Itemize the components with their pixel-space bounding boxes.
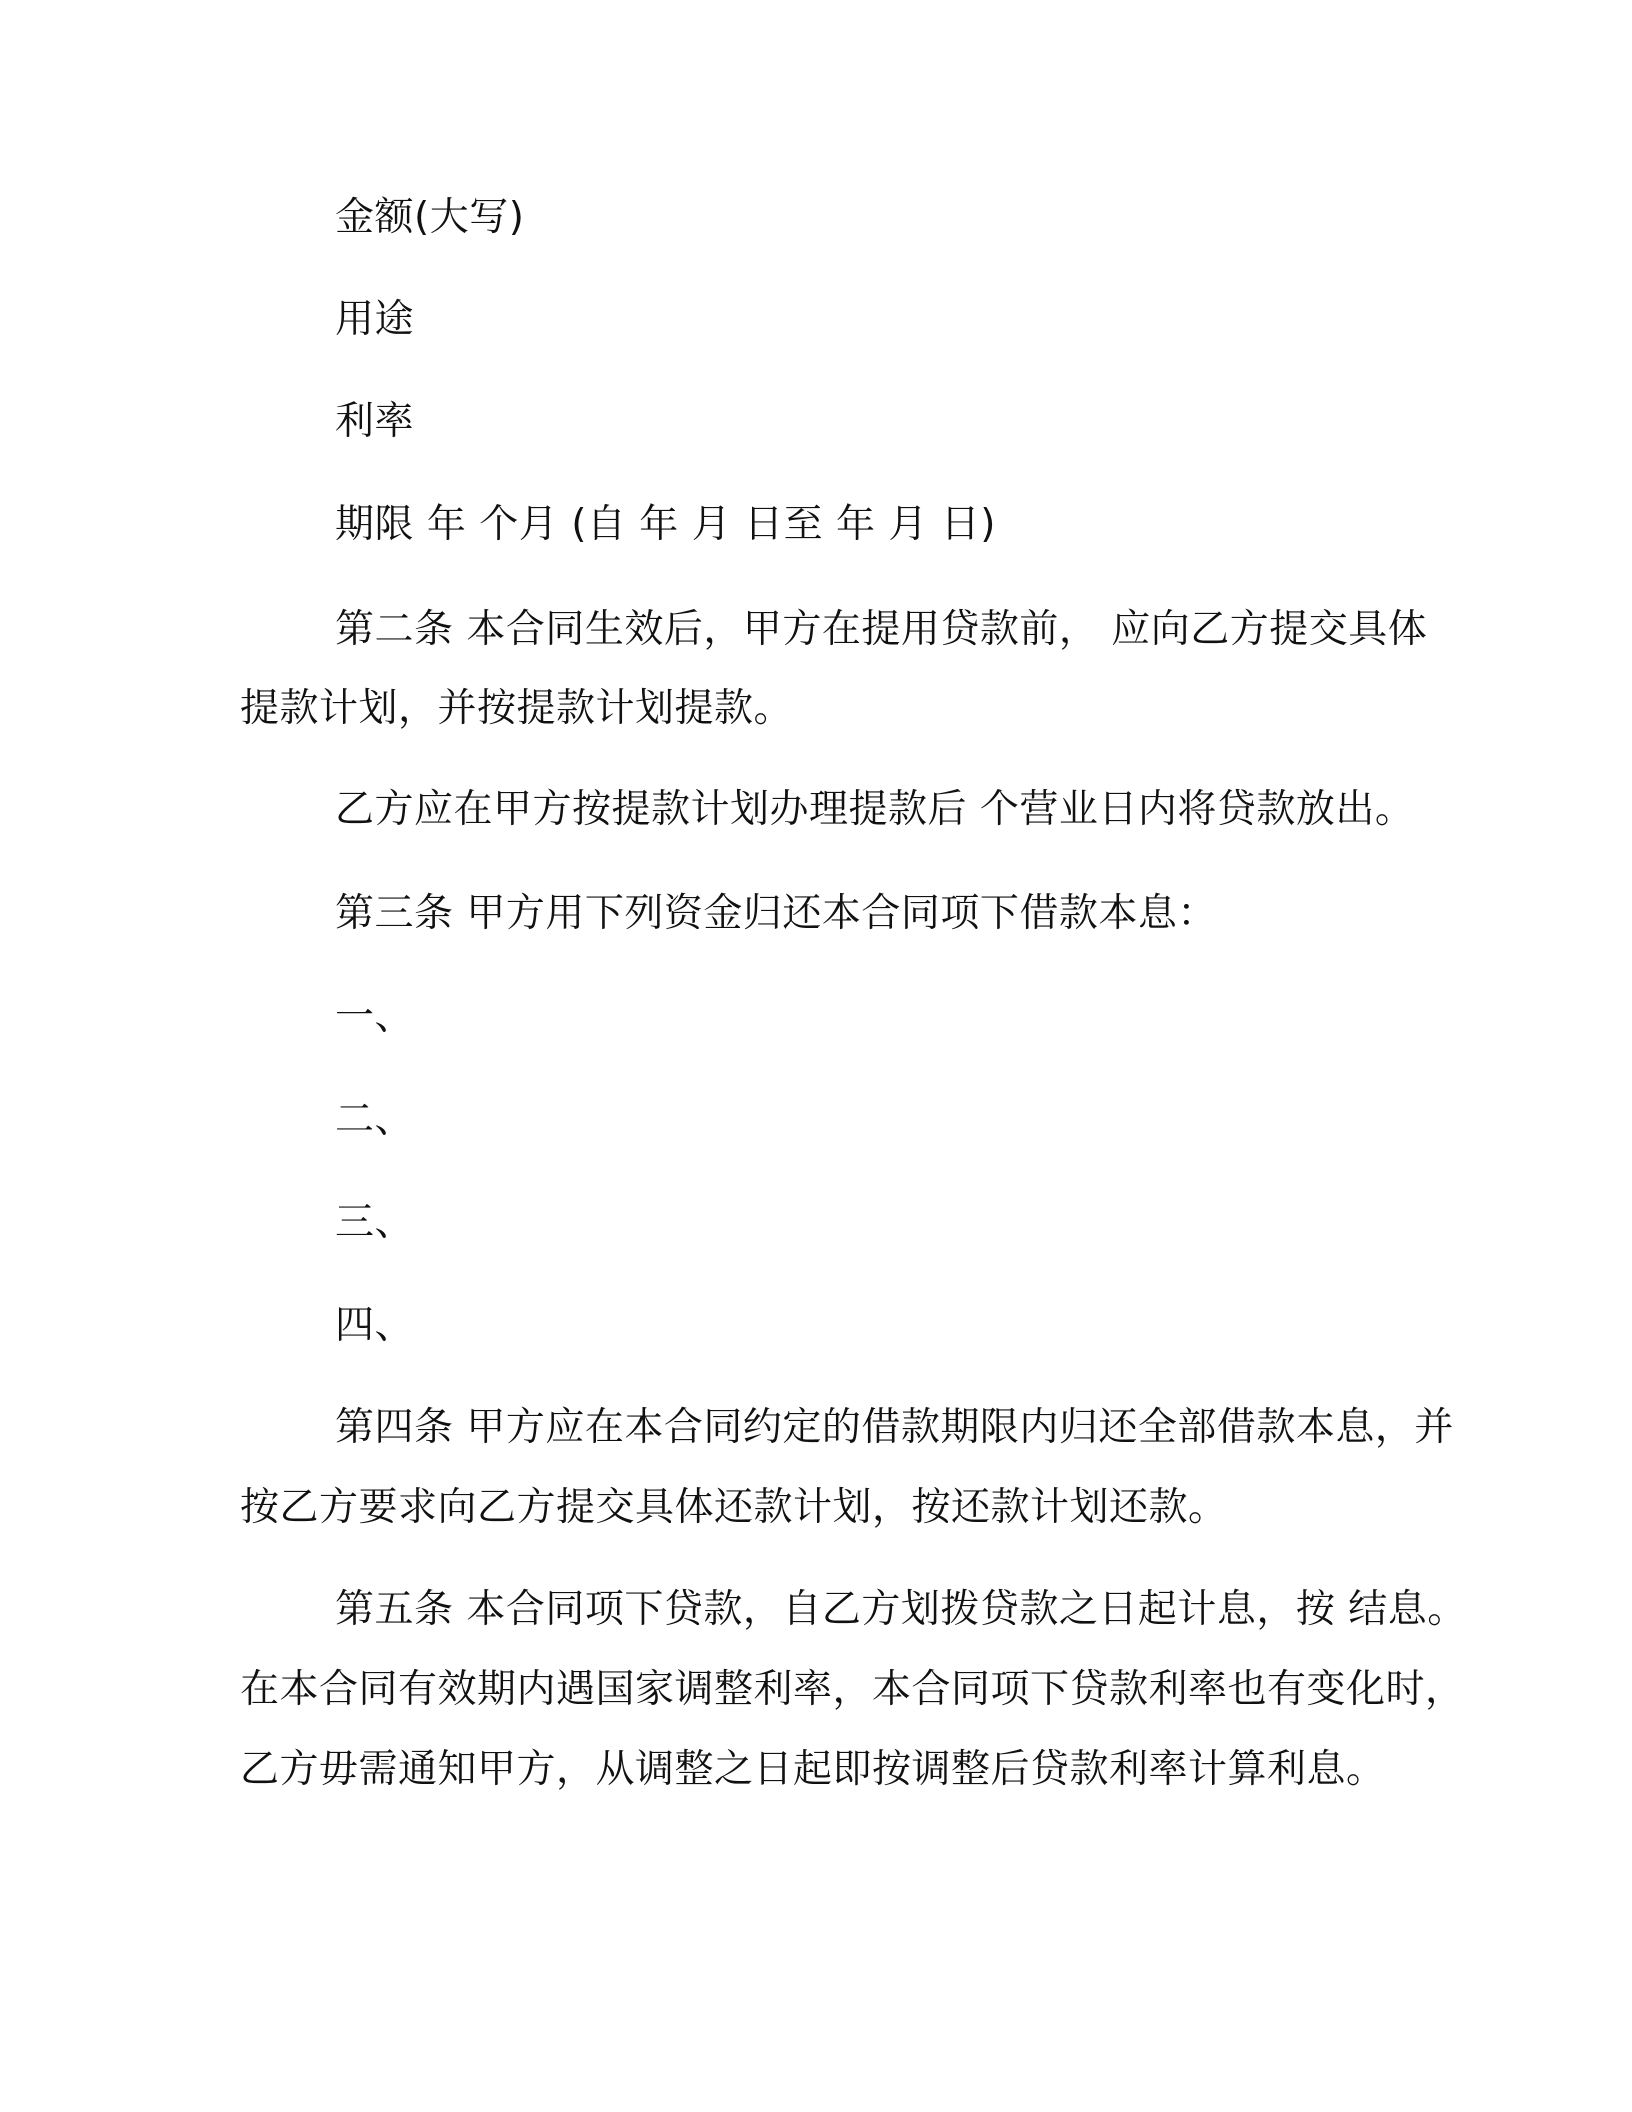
article-5-line-3: 乙方毋需通知甲方，从调整之日起即按调整后贷款利率计算利息。 bbox=[240, 1747, 1386, 1792]
article-4-line-1: 第四条 甲方应在本合同约定的借款期限内归还全部借款本息，并 bbox=[335, 1405, 1454, 1450]
field-term-label: 期限 年 个月 (自 年 月 日至 年 月 日) bbox=[335, 502, 997, 547]
article-3-line-1: 第三条 甲方用下列资金归还本合同项下借款本息： bbox=[335, 891, 1217, 936]
article-2-paragraph-2: 乙方应在甲方按提款计划办理提款后 个营业日内将贷款放出。 bbox=[335, 787, 1415, 832]
repayment-item-4: 四、 bbox=[335, 1303, 415, 1348]
repayment-item-3: 三、 bbox=[335, 1200, 415, 1245]
repayment-item-2: 二、 bbox=[335, 1097, 415, 1142]
article-5-line-2: 在本合同有效期内遇国家调整利率，本合同项下贷款利率也有变化时， bbox=[240, 1667, 1465, 1712]
article-5-line-1: 第五条 本合同项下贷款，自乙方划拨贷款之日起计息，按 结息。 bbox=[335, 1587, 1467, 1632]
field-purpose-label: 用途 bbox=[335, 297, 415, 342]
repayment-item-1: 一、 bbox=[335, 994, 415, 1039]
article-2-line-2: 提款计划，并按提款计划提款。 bbox=[240, 686, 794, 731]
article-2-line-1: 第二条 本合同生效后，甲方在提用贷款前， 应向乙方提交具体 bbox=[335, 607, 1428, 652]
field-rate-label: 利率 bbox=[335, 399, 415, 444]
field-amount-label: 金额(大写) bbox=[335, 195, 525, 240]
article-4-line-2: 按乙方要求向乙方提交具体还款计划，按还款计划还款。 bbox=[240, 1485, 1228, 1530]
